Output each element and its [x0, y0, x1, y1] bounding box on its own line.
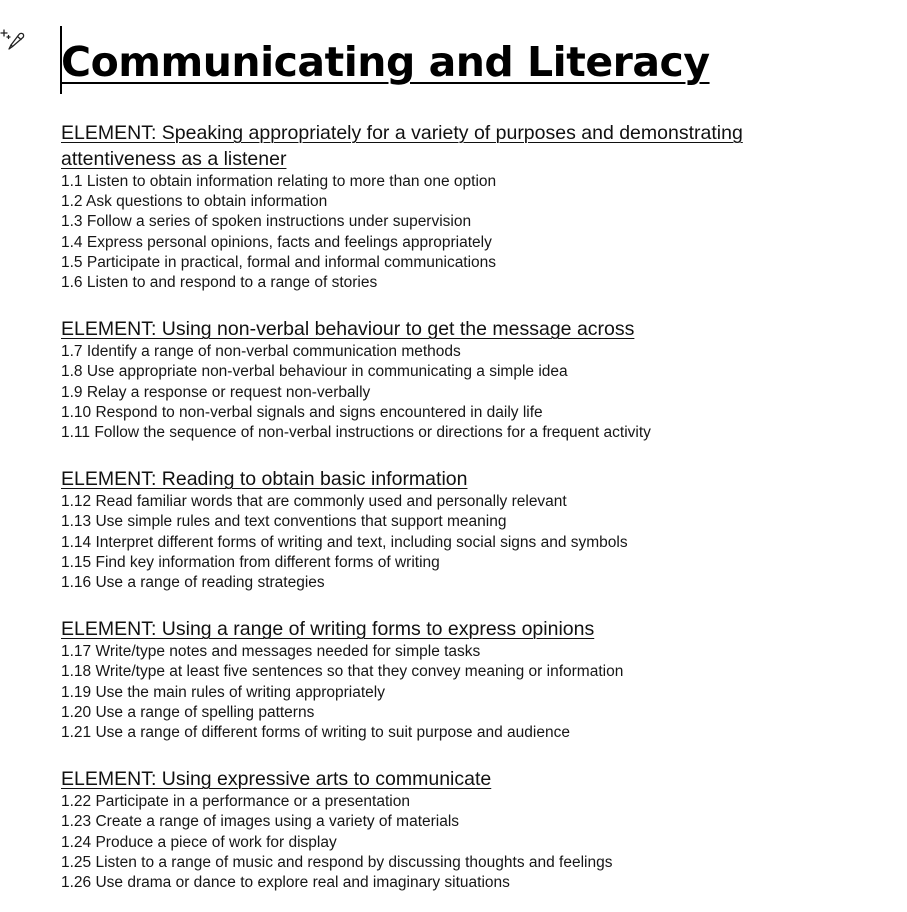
outcome-list: [61, 342, 881, 443]
list-item: 1.5 Participate in practical, formal and informal communications: [61, 253, 497, 271]
list-item: 1.1 Listen to obtain information relating to more than one option: [61, 173, 497, 190]
list-item: 1.19 Use the main rules of writing appropriately: [61, 683, 385, 701]
outcome-list: [61, 172, 881, 293]
list-item: 1.6 Listen to and respond to a range of stories: [61, 274, 378, 292]
list-item: 1.12 Read familiar words that are commonly used and personally relevant: [61, 493, 567, 511]
section-writing: [61, 616, 881, 743]
outcome-list: [61, 492, 881, 593]
list-item: 1.17 Write/type notes and messages needed for simple tasks: [61, 643, 481, 661]
list-item: 1.7 Identify a range of non-verbal communication methods: [61, 343, 461, 361]
list-item: 1.18 Write/type at least five sentences so that they convey meaning or information: [61, 663, 624, 681]
outcome-list: [61, 642, 881, 743]
list-item: 1.16 Use a range of reading strategies: [61, 574, 325, 592]
list-item: 1.21 Use a range of different forms of writing to suit purpose and audience: [61, 724, 570, 742]
list-item: 1.22 Participate in a performance or a presentation: [61, 793, 410, 811]
list-item: 1.2 Ask questions to obtain information: [61, 193, 328, 211]
section-heading: ELEMENT: Using expressive arts to communicate: [61, 768, 492, 791]
outcome-list: [61, 792, 881, 893]
list-item: 1.24 Produce a piece of work for display: [61, 833, 337, 851]
list-item: 1.10 Respond to non-verbal signals and signs encountered in daily life: [61, 403, 543, 421]
list-item: 1.26 Use drama or dance to explore real and imaginary situations: [61, 874, 510, 892]
section-heading: ELEMENT: Using non-verbal behaviour to get the message across: [61, 318, 635, 341]
list-item: 1.13 Use simple rules and text conventions that support meaning: [61, 513, 507, 531]
list-item: 1.8 Use appropriate non-verbal behaviour in communicating a simple idea: [61, 363, 568, 381]
section-heading: ELEMENT: Reading to obtain basic information: [61, 468, 468, 491]
list-item: 1.15 Find key information from different forms of writing: [61, 553, 440, 571]
list-item: 1.23 Create a range of images using a variety of materials: [61, 813, 460, 831]
section-reading: [61, 466, 881, 593]
list-item: 1.11 Follow the sequence of non-verbal instructions or directions for a frequent activity: [61, 424, 651, 442]
section-non-verbal: [61, 316, 881, 443]
list-item: 1.14 Interpret different forms of writing and text, including social signs and symbols: [61, 533, 628, 551]
list-item: 1.20 Use a range of spelling patterns: [61, 703, 315, 721]
document-page: [61, 24, 881, 893]
list-item: 1.9 Relay a response or request non-verbally: [61, 383, 371, 401]
page-title[interactable]: Communicating and Literacy: [61, 38, 710, 86]
list-item: 1.3 Follow a series of spoken instructions under supervision: [61, 213, 472, 231]
section-heading: ELEMENT: Using a range of writing forms to express opinions: [61, 618, 595, 641]
list-item: 1.4 Express personal opinions, facts and feelings appropriately: [61, 233, 492, 251]
magic-pen-sparkle-icon[interactable]: [0, 26, 28, 54]
section-heading: ELEMENT: Speaking appropriately for a variety of purposes and demonstrating attentiveness as a listener: [61, 122, 743, 170]
section-expressive-arts: [61, 766, 881, 893]
list-item: 1.25 Listen to a range of music and respond by discussing thoughts and feelings: [61, 853, 613, 871]
title-block: [61, 24, 881, 94]
section-speaking: [61, 120, 881, 293]
